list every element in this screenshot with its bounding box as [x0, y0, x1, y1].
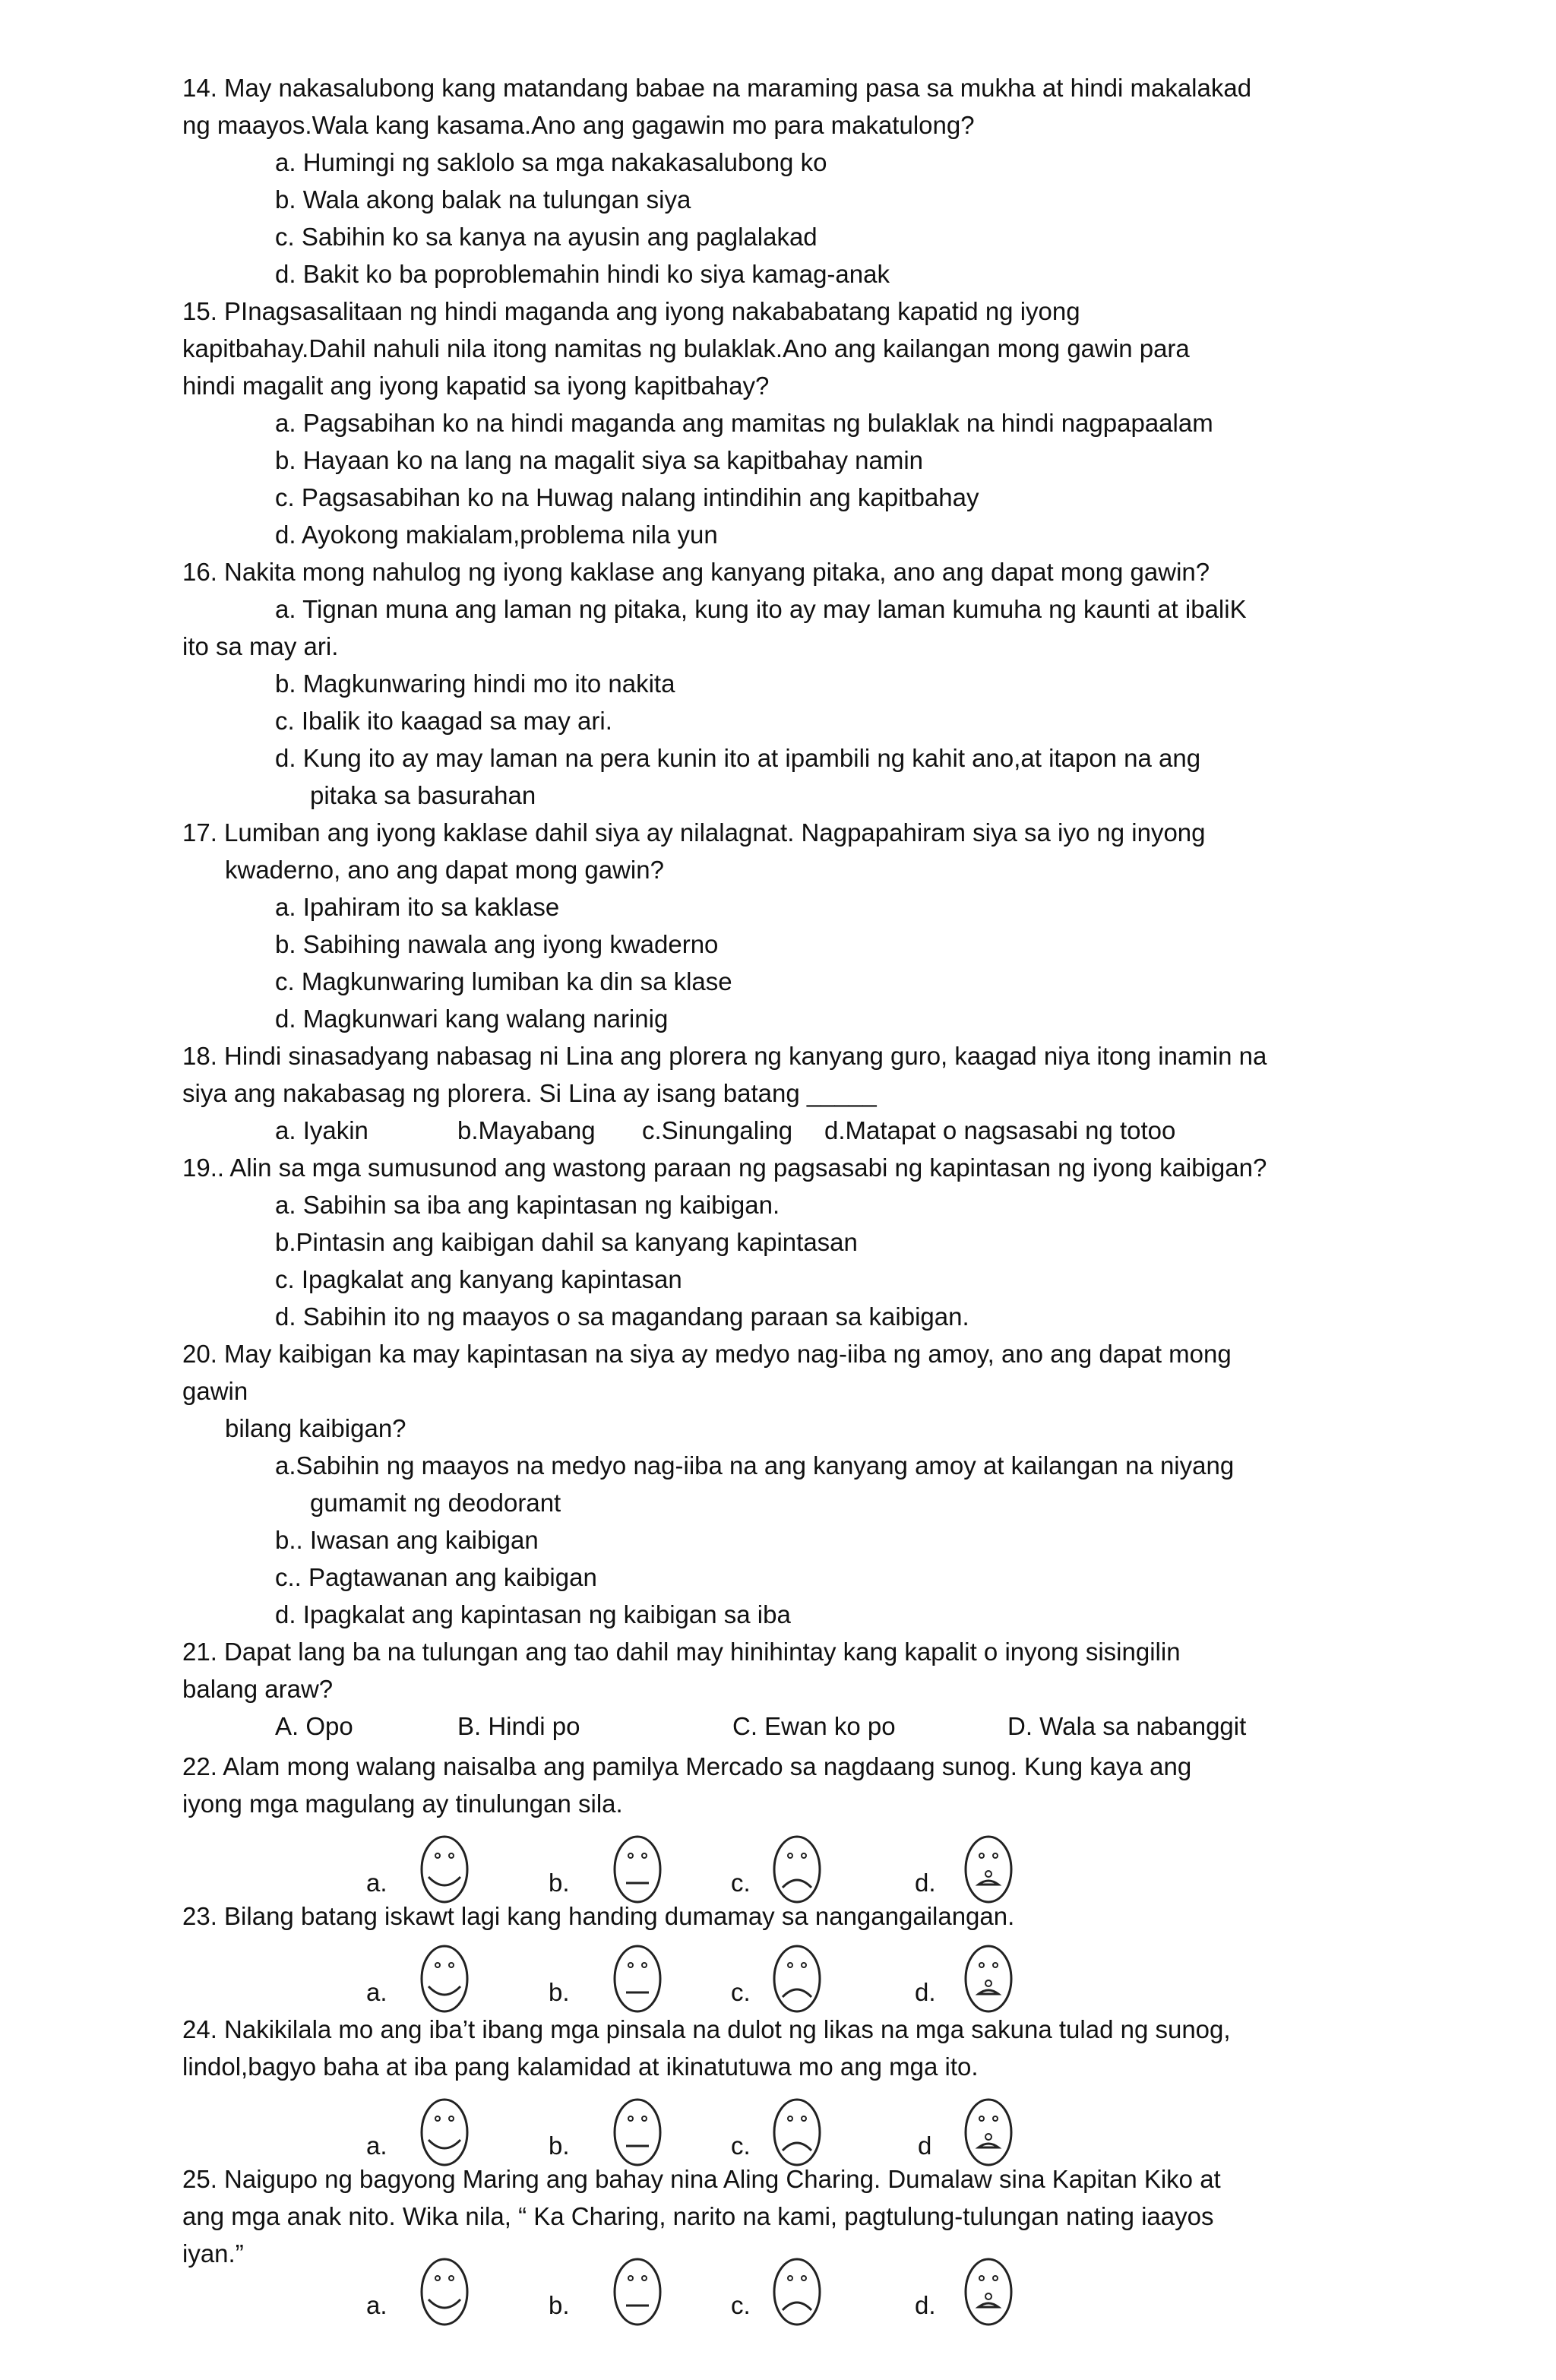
question-text: 16. Nakita mong nahulog ng iyong kaklase ang kanyang pitaka, ano ang dapat mong gawin? — [182, 558, 1210, 586]
option-b[interactable]: b. Sabihing nawala ang iyong kwaderno — [275, 930, 719, 958]
option-a[interactable]: A. Opo — [275, 1712, 353, 1740]
question-text: ang mga anak nito. Wika nila, “ Ka Charing, narito na kami, pagtulung-tulungan nating iaayos — [182, 2202, 1214, 2230]
option-b[interactable]: b. Magkunwaring hindi mo ito nakita — [275, 669, 675, 698]
question-text: siya ang nakabasag ng plorera. Si Lina ay isang batang _____ — [182, 1079, 877, 1107]
option-d[interactable]: d.Matapat o nagsasabi ng totoo — [824, 1116, 1176, 1144]
option-a[interactable]: a.Sabihin ng maayos na medyo nag-iiba na ang kanyang amoy at kailangan na niyang — [275, 1451, 1235, 1480]
option-b[interactable]: b. Hayaan ko na lang na magalit siya sa kapitbahay namin — [275, 446, 924, 474]
crying-face-icon[interactable] — [963, 1944, 1014, 2014]
question-text: ng maayos.Wala kang kasama.Ano ang gagawin mo para makatulong? — [182, 111, 975, 139]
face-option-label: b. — [549, 2291, 570, 2319]
crying-face-icon[interactable] — [963, 2257, 1014, 2327]
option-a[interactable]: a. Pagsabihan ko na hindi maganda ang mamitas ng bulaklak na hindi nagpapaalam — [275, 409, 1213, 437]
option-c[interactable]: c. Pagsasabihan ko na Huwag nalang intindihin ang kapitbahay — [275, 483, 979, 511]
option-c[interactable]: c.. Pagtawanan ang kaibigan — [275, 1563, 597, 1591]
option-a[interactable]: a. Ipahiram ito sa kaklase — [275, 893, 560, 921]
question-text: kwaderno, ano ang dapat mong gawin? — [225, 856, 664, 884]
face-option-label: d. — [915, 2291, 936, 2319]
question-text: 19.. Alin sa mga sumusunod ang wastong paraan ng pagsasabi ng kapintasan ng iyong kaibigan? — [182, 1154, 1267, 1182]
face-options-row — [0, 1941, 1556, 2017]
face-option-label: a. — [366, 2291, 387, 2319]
question-text: hindi magalit ang iyong kapatid sa iyong kapitbahay? — [182, 372, 770, 400]
option-b[interactable]: b.Mayabang — [457, 1116, 596, 1144]
face-option-label: a. — [366, 1978, 387, 2006]
face-option-label: d. — [915, 1978, 936, 2006]
face-option-label: c. — [731, 1869, 751, 1897]
question-text: bilang kaibigan? — [225, 1414, 406, 1442]
question-text: lindol,bagyo baha at iba pang kalamidad at ikinatutuwa mo ang mga ito. — [182, 2052, 979, 2081]
face-option-label: c. — [731, 2132, 751, 2160]
option-c[interactable]: c. Sabihin ko sa kanya na ayusin ang paglalakad — [275, 223, 818, 251]
question-text: 18. Hindi sinasadyang nabasag ni Lina ang plorera ng kanyang guro, kaagad niya itong inamin na — [182, 1042, 1267, 1070]
option-d[interactable]: d. Ipagkalat ang kapintasan ng kaibigan sa iba — [275, 1600, 791, 1628]
question-text: 25. Naigupo ng bagyong Maring ang bahay nina Aling Charing. Dumalaw sina Kapitan Kiko at — [182, 2165, 1221, 2193]
happy-face-icon[interactable] — [419, 2097, 470, 2167]
face-option-label: a. — [366, 2132, 387, 2160]
question-text: 15. PInagsasalitaan ng hindi maganda ang iyong nakababatang kapatid ng iyong — [182, 297, 1080, 325]
option-a[interactable]: a. Sabihin sa iba ang kapintasan ng kaibigan. — [275, 1191, 780, 1219]
face-option-label: d — [918, 2132, 932, 2160]
question-text: 17. Lumiban ang iyong kaklase dahil siya ay nilalagnat. Nagpapahiram siya sa iyo ng inyong — [182, 818, 1206, 847]
neutral-face-icon[interactable] — [612, 2097, 663, 2167]
option-c[interactable]: c. Magkunwaring lumiban ka din sa klase — [275, 967, 732, 995]
happy-face-icon[interactable] — [419, 1834, 470, 1904]
face-option-label: a. — [366, 1869, 387, 1897]
option-b[interactable]: b. Wala akong balak na tulungan siya — [275, 185, 691, 214]
happy-face-icon[interactable] — [419, 2257, 470, 2327]
option-d-continued: pitaka sa basurahan — [310, 781, 536, 809]
option-b[interactable]: b.Pintasin ang kaibigan dahil sa kanyang kapintasan — [275, 1228, 858, 1256]
face-options-row — [0, 2254, 1556, 2330]
neutral-face-icon[interactable] — [612, 1944, 663, 2014]
face-options-row — [0, 2094, 1556, 2170]
option-c[interactable]: c.Sinungaling — [642, 1116, 793, 1144]
option-b[interactable]: b.. Iwasan ang kaibigan — [275, 1526, 539, 1554]
face-option-label: b. — [549, 1978, 570, 2006]
question-text: 23. Bilang batang iskawt lagi kang handing dumamay sa nangangailangan. — [182, 1902, 1015, 1930]
option-c[interactable]: c. Ipagkalat ang kanyang kapintasan — [275, 1265, 682, 1293]
option-d[interactable]: d. Bakit ko ba poproblemahin hindi ko siya kamag-anak — [275, 260, 890, 288]
option-c[interactable]: C. Ewan ko po — [732, 1712, 896, 1740]
option-d[interactable]: d. Magkunwari kang walang narinig — [275, 1005, 669, 1033]
face-option-label: c. — [731, 2291, 751, 2319]
face-options-row — [0, 1831, 1556, 1907]
question-text: 21. Dapat lang ba na tulungan ang tao dahil may hinihintay kang kapalit o inyong sisingilin — [182, 1638, 1181, 1666]
option-a[interactable]: a. Humingi ng saklolo sa mga nakakasalubong ko — [275, 148, 827, 176]
question-text: balang araw? — [182, 1675, 334, 1703]
face-option-label: d. — [915, 1869, 936, 1897]
crying-face-icon[interactable] — [963, 1834, 1014, 1904]
sad-face-icon[interactable] — [772, 2097, 822, 2167]
question-text: 14. May nakasalubong kang matandang babae na maraming pasa sa mukha at hindi makalakad — [182, 74, 1252, 102]
face-option-label: c. — [731, 1978, 751, 2006]
option-b[interactable]: B. Hindi po — [457, 1712, 580, 1740]
question-text: iyan.” — [182, 2239, 244, 2268]
question-text: iyong mga magulang ay tinulungan sila. — [182, 1790, 623, 1818]
happy-face-icon[interactable] — [419, 1944, 470, 2014]
question-text: 20. May kaibigan ka may kapintasan na siya ay medyo nag-iiba ng amoy, ano ang dapat mong — [182, 1340, 1232, 1368]
crying-face-icon[interactable] — [963, 2097, 1014, 2167]
face-option-label: b. — [549, 2132, 570, 2160]
sad-face-icon[interactable] — [772, 1944, 822, 2014]
option-c[interactable]: c. Ibalik ito kaagad sa may ari. — [275, 707, 612, 735]
question-text: gawin — [182, 1377, 248, 1405]
question-text: 22. Alam mong walang naisalba ang pamilya Mercado sa nagdaang sunog. Kung kaya ang — [182, 1752, 1192, 1780]
question-text: kapitbahay.Dahil nahuli nila itong namitas ng bulaklak.Ano ang kailangan mong gawin para — [182, 334, 1190, 362]
neutral-face-icon[interactable] — [612, 2257, 663, 2327]
option-d[interactable]: d. Ayokong makialam,problema nila yun — [275, 521, 718, 549]
option-a-continued: gumamit ng deodorant — [310, 1489, 561, 1517]
option-d[interactable]: d. Kung ito ay may laman na pera kunin ito at ipambili ng kahit ano,at itapon na ang — [275, 744, 1201, 772]
option-d[interactable]: d. Sabihin ito ng maayos o sa magandang paraan sa kaibigan. — [275, 1302, 969, 1331]
option-d[interactable]: D. Wala sa nabanggit — [1007, 1712, 1247, 1740]
sad-face-icon[interactable] — [772, 2257, 822, 2327]
sad-face-icon[interactable] — [772, 1834, 822, 1904]
neutral-face-icon[interactable] — [612, 1834, 663, 1904]
question-text: 24. Nakikilala mo ang iba’t ibang mga pinsala na dulot ng likas na mga sakuna tulad ng sunog, — [182, 2015, 1231, 2043]
face-option-label: b. — [549, 1869, 570, 1897]
option-a[interactable]: a. Tignan muna ang laman ng pitaka, kung ito ay may laman kumuha ng kaunti at ibaliK — [275, 595, 1247, 623]
option-a[interactable]: a. Iyakin — [275, 1116, 368, 1144]
option-a-continued: ito sa may ari. — [182, 632, 339, 660]
